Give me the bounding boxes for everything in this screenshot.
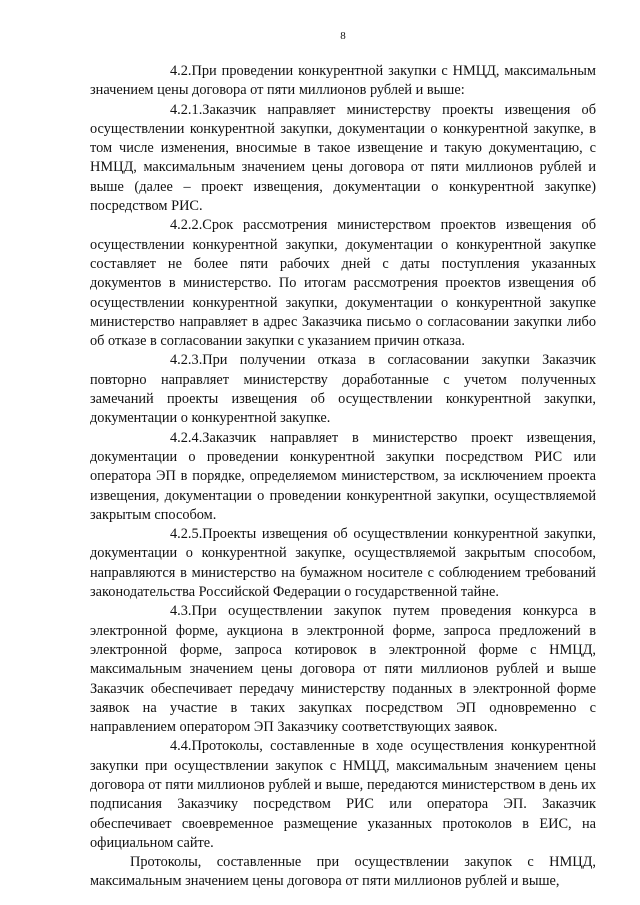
paragraph-4-2: [90, 62, 596, 101]
paragraph-text: Заказчик направляет министерству проекты извещения об осуществлении конкурентной закупки, документации о конкурентной закупке, в том числе изменения, вносимые в такое извещение и такую документацию, с НМЦД, максимальным значением цены договора от пяти миллионов рублей и выше (далее – проект извещения, документации о конкурентной закупке) посредством РИС.: [90, 101, 596, 215]
clause-number: 4.2.5.: [170, 526, 203, 543]
paragraph-4-3: [90, 602, 596, 737]
paragraph-4-4: [90, 737, 596, 853]
paragraph-text: Протоколы, составленные в ходе осуществления конкурентной закупки при осуществлении закупок с НМЦД, максимальным значением цены договора от пяти миллионов рублей и выше, передаются министерством в день их подписания Заказчику посредством РИС или оператора ЭП. Заказчик обеспечивает своевременное размещение указанных протоколов в ЕИС, на официальном сайте.: [90, 738, 596, 851]
paragraph-protocols-continued: [90, 853, 596, 892]
paragraph-4-2-5: [90, 525, 596, 602]
paragraph-text: Проекты извещения об осуществлении конкурентной закупки, документации о конкурентной закупке, осуществляемой закрытым способом, направляются в министерство на бумажном носителе с соблюдением требований законодательства Российской Федерации о государственной тайне.: [90, 526, 596, 601]
paragraph-text: При проведении конкурентной закупки с НМЦД, максимальным значением цены договора от пяти миллионов рублей и выше:: [90, 63, 596, 99]
paragraph-text: Заказчик направляет в министерство проект извещения, документации о проведении конкурентной закупки посредством РИС или оператора ЭП в порядке, определяемом министерством, за исключением проекта извещения, документации о проведении конкурентной закупки, осуществляемой закрытым способом.: [90, 429, 596, 523]
clause-number: 4.2.1.: [170, 101, 203, 118]
paragraph-4-2-3: [90, 351, 596, 428]
clause-number: 4.2.3.: [170, 352, 203, 369]
paragraph-4-2-4: [90, 429, 596, 525]
clause-number: 4.3.: [170, 603, 192, 620]
clause-number: 4.2.: [170, 63, 192, 79]
clause-number: 4.2.4.: [170, 429, 203, 446]
clause-number: 4.4.: [170, 738, 192, 755]
paragraph-text: При осуществлении закупок путем проведения конкурса в электронной форме, аукциона в электронной форме, запроса предложений в электронной форме, запроса котировок в электронной форме с НМЦД, максимальным значением цены договора от пяти миллионов рублей и выше Заказчик обеспечивает передачу министерству поданных в электронной форме заявок на участие в таких закупках посредством ЭП одновременно с направлением оператором ЭП Заказчику соответствующих заявок.: [90, 603, 596, 736]
paragraph-text: При получении отказа в согласовании закупки Заказчик повторно направляет министерству доработанные с учетом полученных замечаний проекты извещения об осуществлении конкурентной закупки, документации о конкурентной закупке.: [90, 352, 596, 427]
page-number: 8: [340, 30, 346, 42]
paragraph-text: Протоколы, составленные при осуществлении закупок с НМЦД, максимальным значением цены договора от пяти миллионов рублей и выше,: [90, 854, 596, 890]
paragraph-4-2-1: [90, 101, 596, 217]
paragraph-text: Срок рассмотрения министерством проектов извещения об осуществлении конкурентной закупки, документации о конкурентной закупке составляет не более пяти рабочих дней с даты поступления указанных документов в министерство. По итогам рассмотрения проектов извещения об осуществлении конкурентной закупки, документации о конкурентной закупке министерство направляет в адрес Заказчика письмо о согласовании закупки либо об отказе в согласовании закупки с указанием причин отказа.: [90, 217, 596, 350]
document-page: [90, 28, 596, 892]
paragraph-4-2-2: [90, 216, 596, 351]
clause-number: 4.2.2.: [170, 217, 203, 234]
